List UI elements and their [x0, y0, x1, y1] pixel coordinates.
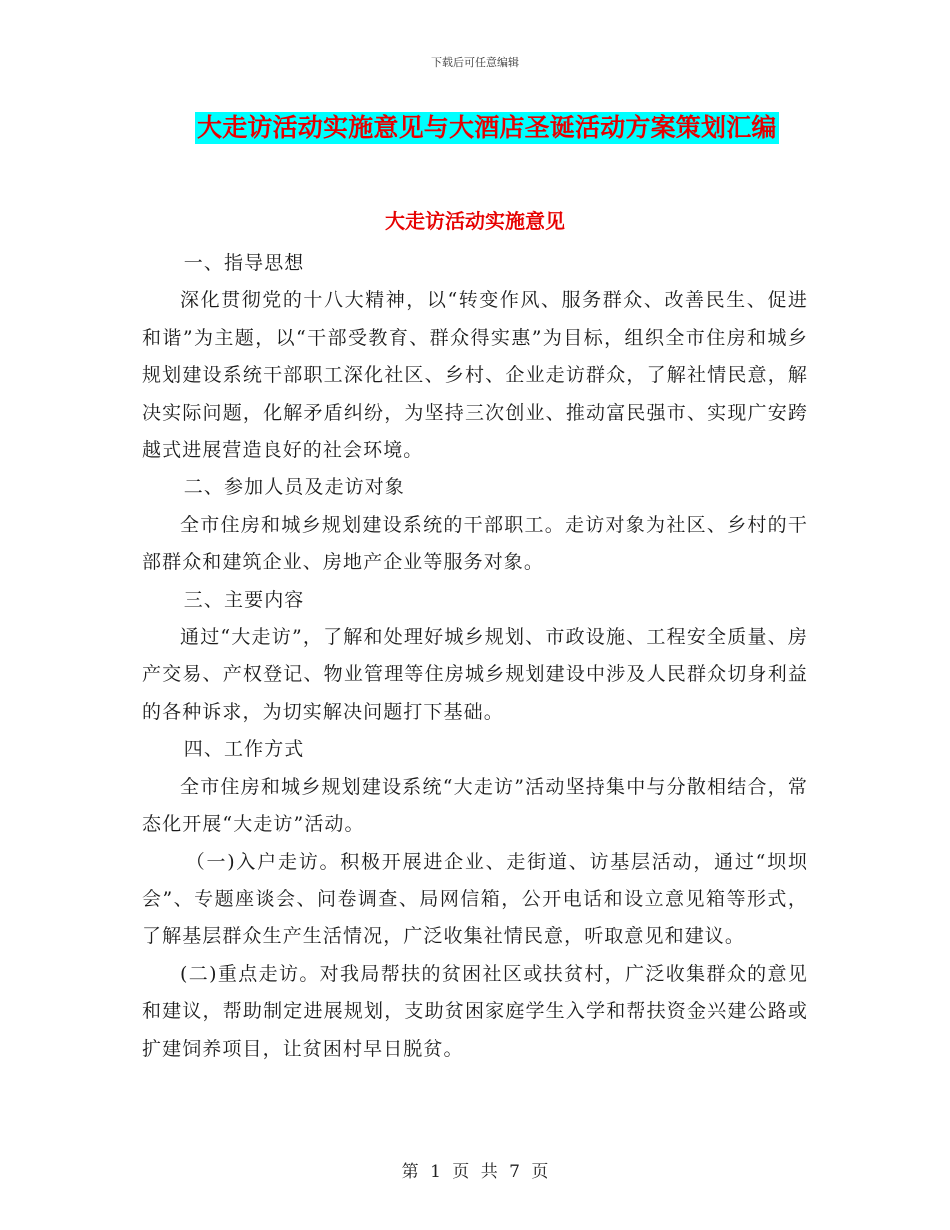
- paragraph-guiding-ideology: 深化贯彻党的十八大精神，以“转变作风、服务群众、改善民生、促进和谐”为主题，以“干部受教育、群众得实惠”为目标，组织全市住房和城乡规划建设系统干部职工深化社区、乡村、企业走访群众，了解社情民意，解决实际问题，化解矛盾纠纷，为坚持三次创业、推动富民强市、实现广安跨越式进展营造良好的社会环境。: [142, 289, 808, 462]
- paragraph-participants: 全市住房和城乡规划建设系统的干部职工。走访对象为社区、乡村的干部群众和建筑企业、房地产企业等服务对象。: [142, 513, 808, 574]
- document-body: [142, 245, 808, 1068]
- heading-participants: 二、参加人员及走访对象: [183, 476, 405, 499]
- paragraph-work-method: 全市住房和城乡规划建设系统“大走访”活动坚持集中与分散相结合，常态化开展“大走访”活动。: [142, 775, 808, 836]
- page-footer: 第 1 页 共 7 页: [401, 1162, 549, 1182]
- heading-work-method: 四、工作方式: [183, 738, 305, 761]
- heading-main-content: 三、主要内容: [183, 588, 305, 611]
- section-title: 大走访活动实施意见: [385, 209, 565, 233]
- paragraph-main-content: 通过“大走访”，了解和处理好城乡规划、市政设施、工程安全质量、房产交易、产权登记、物业管理等住房城乡规划建设中涉及人民群众切身利益的各种诉求，为切实解决问题打下基础。: [142, 626, 808, 723]
- document-title: 大走访活动实施意见与大酒店圣诞活动方案策划汇编: [197, 113, 777, 142]
- heading-guiding-ideology: 一、指导思想: [183, 252, 305, 274]
- paragraph-household-visits: （一)入户走访。积极开展进企业、走街道、访基层活动，通过“坝坝会”、专题座谈会、问卷调查、局网信箱，公开电话和设立意见箱等形式，了解基层群众生产生活情况，广泛收集社情民意，听取意见和建议。: [142, 850, 808, 948]
- paragraph-key-visits: (二)重点走访。对我局帮扶的贫困社区或扶贫村，广泛收集群众的意见和建议，帮助制定进展规划，支助贫困家庭学生入学和帮扶资金兴建公路或扩建饲养项目，让贫困村早日脱贫。: [142, 962, 808, 1060]
- header-note: 下载后可任意编辑: [431, 56, 519, 69]
